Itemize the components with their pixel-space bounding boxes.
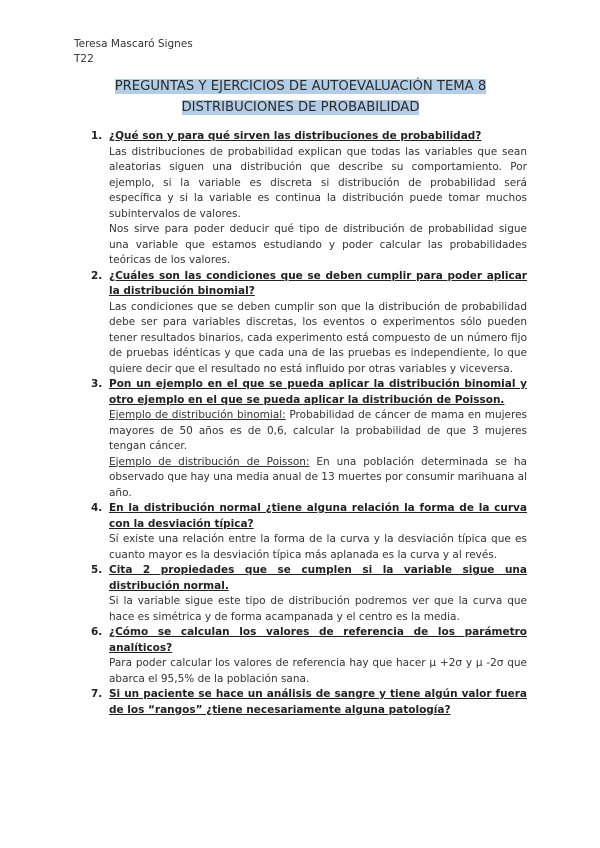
answer-paragraph	[109, 455, 527, 502]
question-number: 6.	[91, 626, 103, 638]
question-number: 3.	[91, 378, 103, 390]
question-text: En la distribución normal ¿tiene alguna relación la forma de la curva con la desviación típica?	[109, 502, 527, 530]
page-title	[74, 76, 527, 118]
answer-paragraph: Sí existe una relación entre la forma de la curva y la desviación típica que es cuanto mayor es la desviación típica más aplanada es la curva y al revés.	[109, 533, 527, 561]
question-number: 7.	[91, 688, 103, 700]
question-text: ¿Cuáles son las condiciones que se deben cumplir para poder aplicar la distribución binomial?	[109, 269, 527, 297]
question-item	[74, 687, 527, 718]
question-item	[74, 269, 527, 378]
answer-paragraph	[109, 408, 527, 455]
example-label: Ejemplo de distribución de Poisson:	[109, 455, 310, 468]
question-text: ¿Qué son y para qué sirven las distribuciones de probabilidad?	[109, 130, 482, 142]
answer-paragraph: Si la variable sigue este tipo de distribución podremos ver que la curva que hace es simétrica y de forma acampanada y el centro es la media.	[109, 595, 527, 623]
example-label: Ejemplo de distribución binomial:	[109, 409, 286, 421]
question-item	[74, 501, 527, 563]
title-line-2: DISTRIBUCIONES DE PROBABILIDAD	[181, 100, 420, 115]
document-header	[74, 37, 193, 67]
answer-paragraph: Para poder calcular los valores de referencia hay que hacer µ +2σ y µ -2σ que abarca el 95,5% de la población sana.	[109, 657, 527, 685]
question-item	[74, 377, 527, 501]
question-text: Cita 2 propiedades que se cumplen si la variable sigue una distribución normal.	[109, 564, 527, 592]
question-number: 4.	[91, 502, 103, 514]
answer-paragraph: Las condiciones que se deben cumplir son que la distribución de probabilidad debe ser para variables discretas, los eventos o experimentos sólo pueden tener resultados binarios, cada experimento está compuesto de un número fijo de pruebas idénticas y que cada una de las pruebas es independiente, lo que quiere decir que el resultado no está influido por otras variables y viceversa.	[109, 300, 527, 375]
author-name: Teresa Mascaró Signes	[74, 38, 193, 50]
question-text: Pon un ejemplo en el que se pueda aplicar la distribución binomial y otro ejemplo en el que se pueda aplicar la distribución de Poisson.	[109, 378, 527, 406]
question-text: ¿Cómo se calculan los valores de referencia de los parámetro analíticos?	[109, 626, 527, 654]
document-code: T22	[74, 53, 94, 65]
question-item	[74, 625, 527, 687]
example-text: Probabilidad de cáncer de mama en mujeres mayores de 50 años es de 0,6, calcular la probabilidad de que 3 mujeres tengan cáncer.	[109, 409, 527, 452]
question-item	[74, 129, 527, 269]
answer-paragraph: Las distribuciones de probabilidad explican que todas las variables que sean aleatorias siguen una distribución que describe su comportamiento. Por ejemplo, si la variable es discreta si distribución de probabilidad será específica y si la variable es continua la distribución puede tomar muchos subintervalos de valores.	[109, 145, 527, 220]
example-text: En una población determinada se ha observado que hay una media anual de 13 muertes por consumir marihuana al año.	[109, 455, 527, 499]
question-number: 5.	[91, 564, 103, 576]
question-item	[74, 563, 527, 625]
question-number: 2.	[91, 269, 103, 282]
question-list	[74, 129, 527, 718]
question-text: Si un paciente se hace un análisis de sangre y tiene algún valor fuera de los “rangos” ¿tiene necesariamente alguna patología?	[109, 688, 527, 716]
question-number: 1.	[91, 130, 103, 142]
answer-paragraph: Nos sirve para poder deducir qué tipo de distribución de probabilidad sigue una variable que estamos estudiando y poder calcular las probabilidades teóricas de los valores.	[109, 223, 527, 266]
title-line-1: PREGUNTAS Y EJERCICIOS DE AUTOEVALUACIÓN TEMA 8	[114, 79, 487, 94]
